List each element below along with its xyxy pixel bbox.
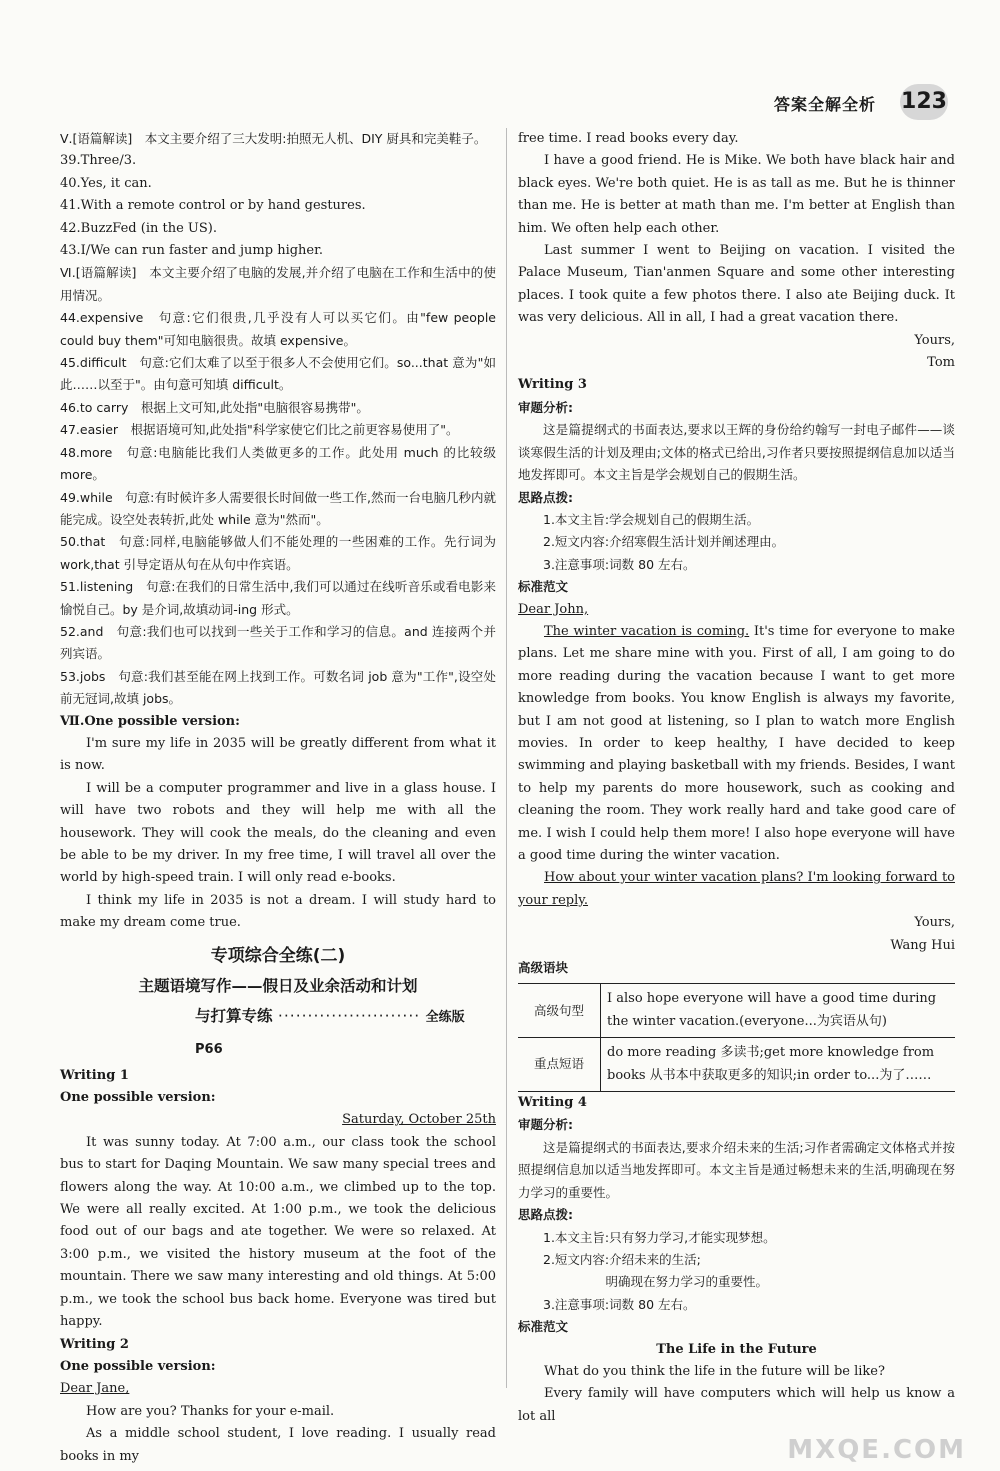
- writing-3-paragraph: [518, 621, 955, 867]
- writing-2-paragraph: As a middle school student, I love reading. I usually read books in my: [60, 1426, 496, 1464]
- writing-2-paragraph: I have a good friend. He is Mike. We both have black hair and black eyes. We're both quiet. He is as tall as me. But he is thinner than me. He is better at math than me. I'm better at English than him. We often help each other.: [518, 153, 955, 236]
- writing-1-version: One possible version:: [60, 1090, 216, 1106]
- header-title: 答案全解全析: [773, 95, 876, 114]
- answer-53: 53.jobs 句意:我们甚至能在网上找到工作。可数名词 job 意为"工作",设空处前无冠词,故填 jobs。: [60, 668, 496, 707]
- writing-1-body: It was sunny today. At 7:00 a.m., our class took the school bus to start for Daqing Mountain. We saw many special trees and flowers along the way. At 10:00 a.m., we climbed up to the top. We were all really excited. At 1:00 p.m., we took the delicious food out of our bags and ate together. We were so relaxed. At 3:00 p.m., we visited the history museum at the foot of the mountain. There we saw many interesting and old things. At 5:00 p.m., we took the school bus back home. Everyone was tired but happy.: [60, 1134, 496, 1330]
- answer-section-vi-head: Ⅵ.[语篇解读] 本文主要介绍了电脑的发展,并介绍了电脑在工作和生活中的使用情况。: [60, 265, 496, 303]
- writing-4-tip: 3.注意事项:词数 80 左右。: [543, 1296, 696, 1312]
- paragraph-text: It's time for everyone to make plans. Let me share mine with you. First of all, I am going to do more reading during the vacation because I want to get more knowledge from books. You know English is always my favorite, but I am not good at listening, so I plan to watch more English movies. In order to keep healthy, I have decided to keep swimming and playing basketball with my friends. Besides, I want to help my parents do more housework, such as cooking and cleaning the room. They work really hard and take good care of me. I wish I could help them more! I also hope everyone will have a good time during the winter vacation.: [518, 623, 955, 863]
- table-row-text: I also hope everyone will have a good time during the winter vacation.(everyone...为宾语从句): [601, 984, 956, 1038]
- writing-3-model-head: 标准范文: [518, 579, 569, 595]
- advanced-chunks-head: 高级语块: [518, 960, 569, 976]
- answer-39: 39.Three/3.: [60, 153, 137, 169]
- writing-2-paragraph: Last summer I went to Beijing on vacation. I visited the Palace Museum, Tian'anmen Square and some other interesting places. I took quite a few photos there. I also ate Beijing duck. It was very delicious. All in all, I had a great vacation there.: [518, 243, 955, 326]
- answer-43: 43.I/We can run faster and jump higher.: [60, 243, 324, 259]
- writing-1-head: Writing 1: [60, 1067, 129, 1083]
- writing-4-tip: 明确现在努力学习的重要性。: [605, 1274, 769, 1290]
- writing-4-head: Writing 4: [518, 1095, 587, 1111]
- writing-2-greeting: Dear Jane,: [60, 1381, 130, 1397]
- writing-2-paragraph: How are you? Thanks for your e-mail.: [86, 1403, 335, 1419]
- essay-paragraph: I think my life in 2035 is not a dream. I will study hard to make my dream come true.: [60, 892, 496, 931]
- answer-45: 45.difficult 句意:它们太难了以至于很多人不会使用它们。so...that 意为"如此……以至于"。由句意可知填 difficult。: [60, 355, 496, 393]
- answer-section-vii-head: Ⅶ.One possible version:: [60, 713, 240, 729]
- table-row-label: 高级句型: [518, 984, 601, 1038]
- writing-3-tips-head: 思路点拨:: [518, 489, 573, 505]
- writing-3-closing: Yours,: [914, 915, 955, 931]
- writing-3-analysis: 这是篇提纲式的书面表达,要求以王辉的身份给约翰写一封电子邮件——谈谈寒假生活的计划及理由;文体的格式已给出,习作者只要按照提纲信息加以适当地发挥即可。本文主旨是学会规划自己的假期生活。: [518, 422, 955, 483]
- answer-section-v-head: Ⅴ.[语篇解读] 本文主要介绍了三大发明:拍照无人机、DIY 厨具和完美鞋子。: [60, 131, 487, 146]
- writing-3-analysis-head: 审题分析:: [518, 399, 573, 415]
- essay-paragraph: I'm sure my life in 2035 will be greatly different from what it is now.: [60, 735, 496, 774]
- writing-3-head: Writing 3: [518, 377, 587, 393]
- answer-51: 51.listening 句意:在我们的日常生活中,我们可以通过在线听音乐或看电影来愉悦自己。by 是介词,故填动词-ing 形式。: [60, 579, 496, 617]
- answer-47: 47.easier 根据语境可知,此处指"科学家使它们比之前更容易使用了"。: [60, 422, 459, 438]
- writing-2-signature: Tom: [927, 355, 955, 371]
- writing-4-paragraph: Every family will have computers which will help us know a lot all: [518, 1386, 955, 1424]
- writing-4-model-head: 标准范文: [518, 1319, 569, 1335]
- writing-4-tip: 1.本文主旨:只有努力学习,才能实现梦想。: [543, 1229, 776, 1245]
- writing-3-paragraph: How about your winter vacation plans? I'm looking forward to your reply.: [518, 870, 955, 908]
- table-row-text: do more reading 多读书;get more knowledge from books 从书本中获取更多的知识;in order to...为了……: [601, 1038, 956, 1092]
- writing-1-date: Saturday, October 25th: [342, 1112, 496, 1128]
- writing-4-analysis: 这是篇提纲式的书面表达,要求介绍未来的生活;习作者需确定文体格式并按照提纲信息加以适当地发挥即可。本文主旨是通过畅想未来的生活,明确现在努力学习的重要性。: [518, 1139, 955, 1200]
- writing-4-tips-head: 思路点拨:: [518, 1207, 573, 1223]
- writing-4-paragraph: What do you think the life in the future will be like?: [544, 1363, 885, 1379]
- writing-3-greeting: Dear John,: [518, 601, 589, 617]
- writing-3-tip: 3.注意事项:词数 80 左右。: [543, 556, 696, 572]
- answer-46: 46.to carry 根据上文可知,此处指"电脑很容易携带"。: [60, 399, 369, 415]
- answer-42: 42.BuzzFed (in the US).: [60, 220, 217, 236]
- writing-4-tip: 2.短文内容:介绍未来的生活;: [543, 1251, 701, 1267]
- answer-48: 48.more 句意:电脑能比我们人类做更多的工作。此处用 much 的比较级 more。: [60, 444, 496, 483]
- underlined-sentence: The winter vacation is coming.: [544, 623, 750, 639]
- answer-49: 49.while 句意:有时候许多人需要很长时间做一些工作,然而一台电脑几秒内就能完成。设空处表转折,此处 while 意为"然而"。: [60, 489, 496, 527]
- section-title: 专项综合全练(二): [210, 945, 346, 966]
- watermark: MXQE.COM: [787, 1435, 966, 1465]
- answer-40: 40.Yes, it can.: [60, 175, 152, 191]
- advanced-chunks-table: [518, 983, 955, 1092]
- section-page-ref: 全练版 P66: [195, 1009, 465, 1057]
- writing-2-paragraph: free time. I read books every day.: [518, 131, 739, 146]
- table-row-label: 重点短语: [518, 1038, 601, 1092]
- writing-4-essay-title: The Life in the Future: [656, 1341, 817, 1357]
- writing-4-analysis-head: 审题分析:: [518, 1117, 573, 1133]
- section-subtitle: 主题语境写作——假日及业余活动和计划: [138, 976, 418, 995]
- writing-2-head: Writing 2: [60, 1336, 129, 1352]
- table-row: [518, 984, 955, 1038]
- table-row: [518, 1038, 955, 1092]
- writing-3-tip: 2.短文内容:介绍寒假生活计划并阐述理由。: [543, 534, 785, 550]
- section-subtitle-text: 与打算专练: [195, 1006, 273, 1025]
- writing-3-signature: Wang Hui: [890, 937, 955, 953]
- answer-52: 52.and 句意:我们也可以找到一些关于工作和学习的信息。and 连接两个并列宾语。: [60, 623, 496, 662]
- writing-2-version: One possible version:: [60, 1358, 216, 1374]
- page-number-badge: 123: [900, 84, 948, 120]
- answer-44: 44.expensive 句意:它们很贵,几乎没有人可以买它们。由"few people could buy them"可知电脑很贵。故填 expensive。: [60, 310, 496, 348]
- answer-41: 41.With a remote control or by hand gestures.: [60, 198, 366, 214]
- essay-paragraph: I will be a computer programmer and live in a glass house. I will have two robots and they will help me with all the housework. They will cook the meals, do the cleaning and even be able to be my driver. In my free time, I will travel all over the world by high-speed train. I will only read e-books.: [60, 780, 496, 886]
- leader-dots: ························: [277, 1006, 421, 1025]
- writing-2-closing: Yours,: [914, 332, 955, 348]
- right-column: [518, 128, 955, 1428]
- writing-3-tip: 1.本文主旨:学会规划自己的假期生活。: [543, 511, 760, 527]
- column-divider: [506, 128, 507, 1388]
- section-subtitle-line2: [60, 1001, 496, 1065]
- page-header: [662, 86, 962, 126]
- left-column: [60, 128, 496, 1468]
- answer-50: 50.that 句意:同样,电脑能够做人们不能处理的一些困难的工作。先行词为 work,that 引导定语从句在从句中作宾语。: [60, 534, 496, 572]
